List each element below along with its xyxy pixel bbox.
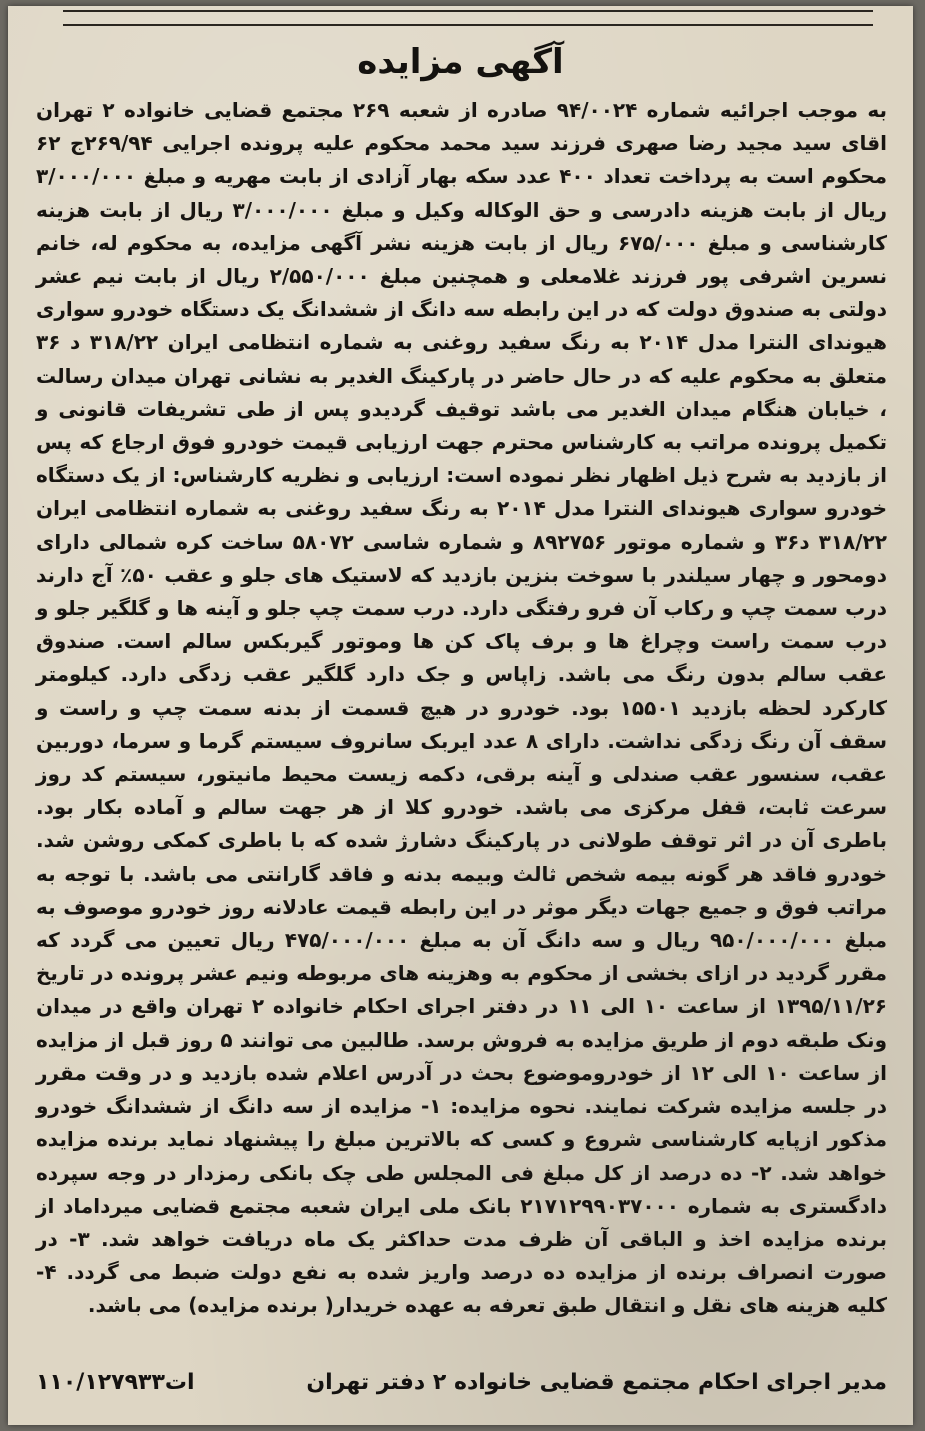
- top-border: [63, 10, 873, 26]
- signature-line: مدیر اجرای احکام مجتمع قضایی خانواده ۲ دفتر تهران: [306, 1370, 887, 1395]
- notice-body-paragraph: به موجب اجرائیه شماره ۹۴/۰۰۲۴ صادره از شعبه ۲۶۹ مجتمع قضایی خانواده ۲ تهران اقای سید مجید رضا صهری فرزند سید محمد محکوم علیه پرونده اجرایی ۲۶۹/۹۴ج ۶۲ محکوم است به پرداخت تعداد ۴۰۰ عدد سکه بهار آزادی از بابت مهریه و مبلغ ۳/۰۰۰/۰۰۰ ریال از بابت هزینه دادرسی و حق الوکاله وکیل و مبلغ ۳/۰۰۰/۰۰۰ ریال از بابت هزینه کارشناسی و مبلغ ۶۷۵/۰۰۰ ریال از بابت هزینه نشر آگهی مزایده، به محکوم له، خانم نسرین اشرفی پور فرزند غلامعلی و همچنین مبلغ ۲/۵۵۰/۰۰۰ ریال از بابت نیم عشر دولتی به صندوق دولت که در این رابطه سه دانگ از ششدانگ یک دستگاه خودرو سواری هیوندای النترا مدل ۲۰۱۴ به رنگ سفید روغنی به شماره انتظامی ایران ۳۱۸/۲۲ د ۳۶ متعلق به محکوم علیه که در حال حاضر در پارکینگ الغدیر به نشانی تهران میدان رسالت ، خیابان هنگام میدان الغدیر می باشد توقیف گردیدو پس از طی تشریفات قانونی و تکمیل پرونده مراتب به کارشناس محترم جهت ارزیابی قیمت خودرو فوق ارجاع که پس از بازدید به شرح ذیل اظهار نظر نموده است: ارزیابی و نظریه کارشناس: از یک دستگاه خودرو سواری هیوندای النترا مدل ۲۰۱۴ به رنگ سفید روغنی به شماره انتظامی ایران ۳۱۸/۲۲ د۳۶ و شماره موتور ۸۹۲۷۵۶ و شماره شاسی ۵۸۰۷۲ ساخت کره شمالی دارای دومحور و چهار سیلندر با سوخت بنزین بازدید که لاستیک های جلو و عقب ۵۰٪ آج دارند درب سمت چپ و رکاب آن فرو رفتگی دارد. درب سمت چپ جلو و آینه ها و گلگیر جلو و درب سمت راست وچراغ ها و برف پاک کن ها وموتور گیربکس سالم است. صندوق عقب سالم بدون رنگ می باشد. زاپاس و جک دارد گلگیر عقب زدگی دارد. کیلومتر کارکرد لحظه بازدید ۱۵۵۰۱ بود. خودرو در هیچ قسمت از بدنه سمت چپ و راست و سقف آن رنگ زدگی نداشت. دارای ۸ عدد ایربک سانروف سیستم گرما و سرما، دوربین عقب، سنسور عقب صندلی و آینه برقی، دکمه زیست محیط مانیتور، سیستم کد روز سرعت ثابت، قفل مرکزی می باشد. خودرو کلا از هر جهت سالم و آماده بکار بود. باطری آن در اثر توقف طولانی در پارکینگ دشارژ شده که با باطری کمکی روشن شد. خودرو فاقد هر گونه بیمه شخص ثالث وبیمه بدنه و فاقد گارانتی می باشد. با توجه به مراتب فوق و جمیع جهات دیگر موثر در این رابطه قیمت عادلانه روز خودرو موصوف به مبلغ ۹۵۰/۰۰۰/۰۰۰ ریال و سه دانگ آن به مبلغ ۴۷۵/۰۰۰/۰۰۰ ریال تعیین می گردد که مقرر گردید در ازای بخشی از محکوم به وهزینه های مربوطه ونیم عشر پرونده در تاریخ ۱۳۹۵/۱۱/۲۶ از ساعت ۱۰ الی ۱۱ در دفتر اجرای احکام خانواده ۲ تهران واقع در میدان ونک طبقه دوم از طریق مزایده به فروش برسد. طالبین می توانند ۵ روز قبل از مزایده از ساعت ۱۰ الی ۱۲ از خودروموضوع بحث در آدرس اعلام شده بازدید و در وقت مقرر در جلسه مزایده شرکت نمایند. نحوه مزایده: ۱- مزایده از سه دانگ از ششدانگ خودرو مذکور ازپایه کارشناسی شروع و کسی که بالاترین مبلغ را پیشنهاد نماید برنده مزایده خواهد شد. ۲- ده درصد از کل مبلغ فی المجلس طی چک بانکی رمزدار در وجه سپرده دادگستری به شماره ۲۱۷۱۲۹۹۰۳۷۰۰۰ بانک ملی ایران شعبه مجتمع قضایی میرداماد از برنده مزایده اخذ و الباقی آن ظرف مدت حداکثر یک ماه دریافت خواهد شد. ۳- در صورت انصراف برنده از مزایده ده درصد واریز شده به نفع دولت ضبط می گردد. ۴- کلیه هزینه های نقل و انتقال طبق تعرفه به عهده خریدار( برنده مزایده) می باشد.: [36, 98, 888, 1318]
- notice-body: [36, 94, 887, 1323]
- notice-title: آگهی مزایده: [357, 42, 564, 82]
- notice-footer: [36, 1364, 887, 1424]
- notice-code: ۱۱۰/۱۲۷۹۳۳ات: [36, 1370, 195, 1395]
- newspaper-clipping: [8, 6, 913, 1425]
